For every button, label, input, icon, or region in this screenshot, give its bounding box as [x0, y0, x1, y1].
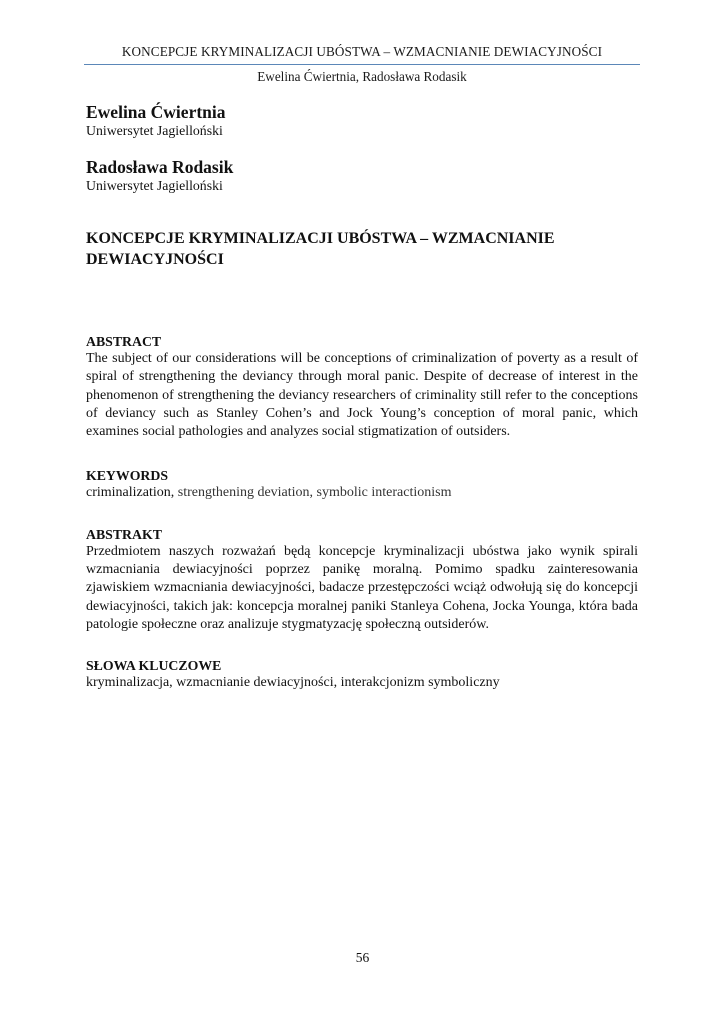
- running-head-authors: Ewelina Ćwiertnia, Radosława Rodasik: [257, 69, 467, 84]
- author-affiliation: Uniwersytet Jagielloński: [86, 178, 223, 193]
- article-title: KONCEPCJE KRYMINALIZACJI UBÓSTWA – WZMACNIANIE DEWIACYJNOŚCI: [86, 230, 555, 268]
- author-block-2: [86, 157, 638, 194]
- running-head-title: KONCEPCJE KRYMINALIZACJI UBÓSTWA – WZMACNIANIE DEWIACYJNOŚCI: [121, 44, 603, 59]
- page-number: 56: [355, 950, 370, 965]
- abstrakt-heading: ABSTRAKT: [86, 526, 162, 542]
- slowa-kluczowe-section: [86, 657, 638, 692]
- abstrakt-text: Przedmiotem naszych rozważań będą koncepcje kryminalizacji ubóstwa jako wynik spirali wzmacniania dewiacyjności poprzez panikę moralną. Pomimo spadku zainteresowania zjawiskiem wzmacniania dewiacyjności, badacze przestępczości wciąż odwołują się do koncepcji dewiacyjności, takich jak: koncepcja moralnej paniki Stanleya Cohena, Jocka Younga, która bada patologie społeczne oraz analizuje stygmatyzację społeczną outsiderów.: [86, 543, 638, 632]
- keywords-heading: KEYWORDS: [86, 468, 169, 484]
- abstract-section: [86, 333, 638, 441]
- slowa-kluczowe-heading: SŁOWA KLUCZOWE: [86, 658, 222, 674]
- author-block-1: [86, 102, 638, 139]
- author-name: Ewelina Ćwiertnia: [86, 102, 226, 122]
- keywords-section: [86, 467, 638, 502]
- author-name: Radosława Rodasik: [86, 157, 234, 177]
- keyword-primary: criminalization,: [86, 485, 175, 501]
- article-content: [86, 102, 638, 719]
- slowa-kluczowe-text: kryminalizacja, wzmacnianie dewiacyjności, interakcjonizm symboliczny: [86, 675, 500, 691]
- header-rule: [84, 64, 640, 65]
- abstrakt-section: [86, 526, 638, 634]
- keywords-text: [86, 484, 638, 502]
- abstract-text: The subject of our considerations will be conceptions of criminalization of poverty as a result of spiral of strengthening the deviancy through moral panic. Despite of decrease of interest in the phenomenon of strengthening the deviancy researchers of criminality still refer to the conceptions of deviancy such as Stanley Cohen’s and Jock Young’s conception of moral panic, which examines social pathologies and analyzes social stigmatization of outsiders.: [86, 351, 638, 440]
- author-affiliation: Uniwersytet Jagielloński: [86, 123, 223, 138]
- abstract-heading: ABSTRACT: [86, 334, 162, 349]
- keyword-rest: strengthening deviation, symbolic interactionism: [174, 485, 452, 501]
